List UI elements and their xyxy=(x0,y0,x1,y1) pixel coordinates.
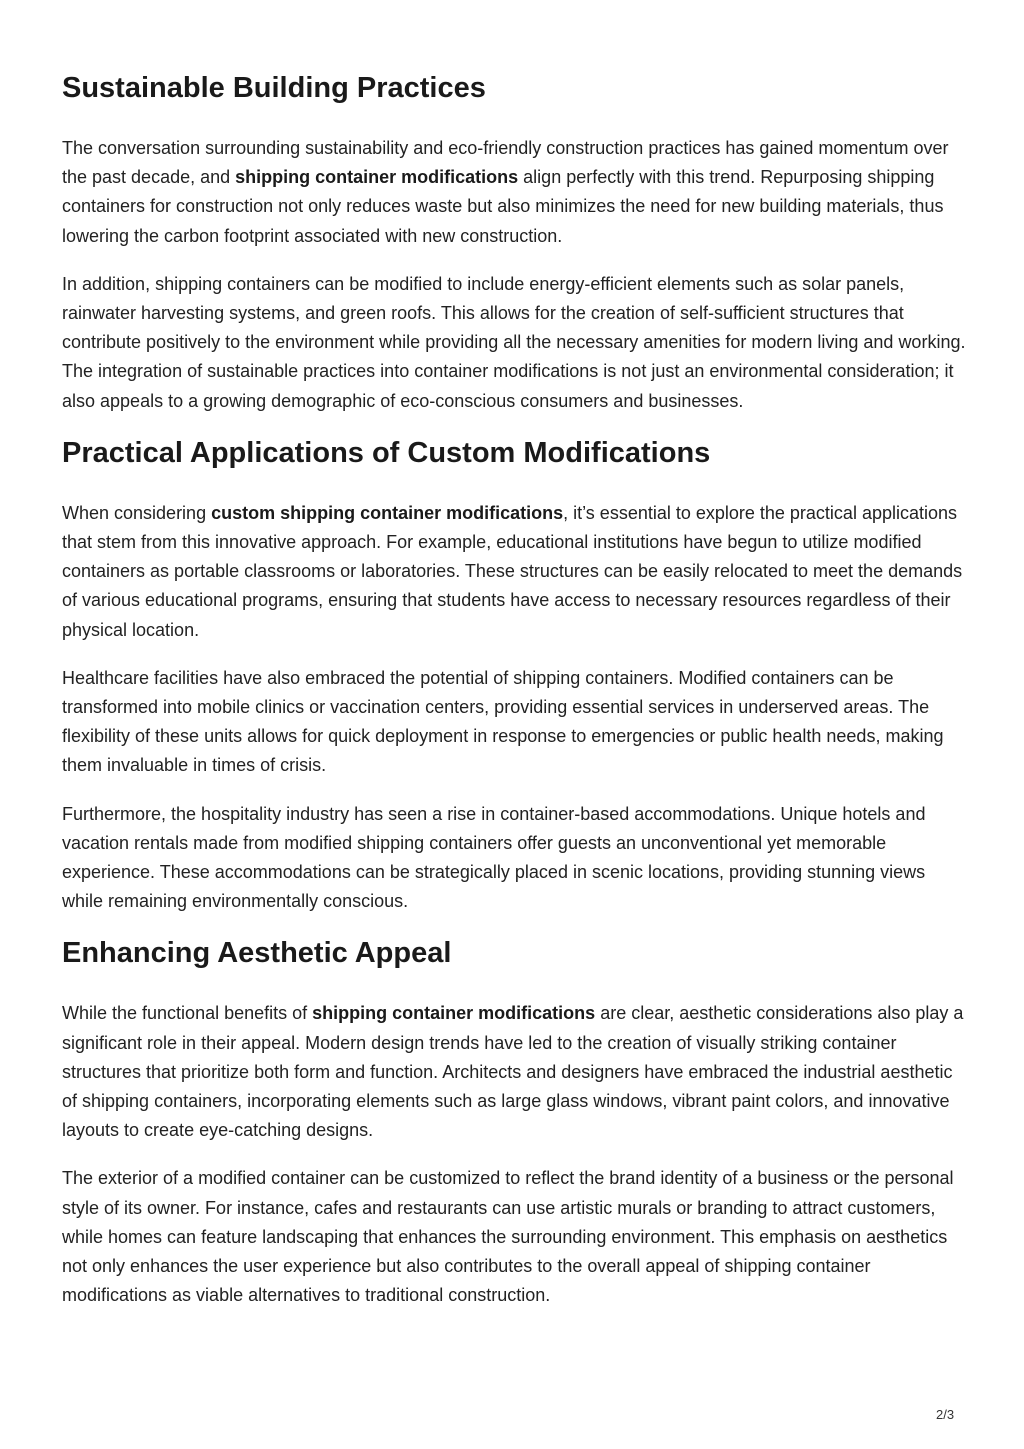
text-run: Healthcare facilities have also embraced the potential of shipping containers. Modified containers can be transformed into mobile clinics or vaccination centers, providing essential services in underserved areas. The flexibility of these units allows for quick deployment in response to emergencies or public health needs, making them invaluable in times of crisis. xyxy=(62,667,944,776)
text-run: The exterior of a modified container can be customized to reflect the brand identity of a business or the personal style of its owner. For instance, cafes and restaurants can use artistic murals or branding to attract customers, while homes can feature landscaping that enhances the surrounding environment. This emphasis on aesthetics not only enhances the user experience but also contributes to the overall appeal of shipping container modifications as viable alternatives to traditional construction. xyxy=(62,1168,954,1306)
paragraph xyxy=(62,1164,967,1310)
bold-term: custom shipping container modifications xyxy=(211,502,564,523)
paragraph xyxy=(62,134,967,251)
text-run: are clear, aesthetic considerations also play a significant role in their appeal. Modern design trends have led to the creation of visually striking container structures that prioritize both form and function. Architects and designers have embraced the industrial aesthetic of shipping containers, incorporating elements such as large glass windows, vibrant paint colors, and innovative layouts to create eye-catching designs. xyxy=(62,1003,964,1141)
section-heading: Enhancing Aesthetic Appeal xyxy=(62,937,452,970)
text-run: When considering xyxy=(62,502,212,523)
text-run: Furthermore, the hospitality industry has seen a rise in container-based accommodations. Unique hotels and vacation rentals made from modified shipping containers offer guests an unconventional yet memorable experience. These accommodations can be strategically placed in scenic locations, providing stunning views while remaining environmentally conscious. xyxy=(62,803,926,912)
paragraph xyxy=(62,800,967,917)
text-run: In addition, shipping containers can be modified to include energy-efficient elements such as solar panels, rainwater harvesting systems, and green roofs. This allows for the creation of self-sufficient structures that contribute positively to the environment while providing all the necessary amenities for modern living and working. The integration of sustainable practices into container modifications is not just an environmental consideration; it also appeals to a growing demographic of eco-conscious consumers and businesses. xyxy=(62,273,966,411)
text-run: The conversation surrounding sustainability and eco-friendly construction practices has gained momentum over the past decade, and xyxy=(62,138,949,188)
bold-term: shipping container modifications xyxy=(312,1003,596,1024)
bold-term: shipping container modifications xyxy=(235,167,519,188)
section-aesthetic-appeal xyxy=(62,935,967,1310)
paragraph xyxy=(62,999,967,1145)
page-number: 2/3 xyxy=(936,1407,955,1422)
document-page xyxy=(62,70,967,1330)
paragraph xyxy=(62,270,967,416)
section-practical-applications xyxy=(62,435,967,917)
text-run: , it’s essential to explore the practical applications that stem from this innovative approach. For example, educational institutions have begun to utilize modified containers as portable classrooms or laboratories. These structures can be easily relocated to meet the demands of various educational programs, ensuring that students have access to necessary resources regardless of their physical location. xyxy=(62,502,963,640)
text-run: While the functional benefits of xyxy=(62,1003,313,1024)
paragraph xyxy=(62,664,967,781)
text-run: align perfectly with this trend. Repurposing shipping containers for construction not only reduces waste but also minimizes the need for new building materials, thus lowering the carbon footprint associated with new construction. xyxy=(62,167,944,246)
section-sustainable-building xyxy=(62,70,967,416)
section-heading: Practical Applications of Custom Modifications xyxy=(62,436,711,469)
section-heading: Sustainable Building Practices xyxy=(62,72,486,104)
paragraph xyxy=(62,499,967,645)
